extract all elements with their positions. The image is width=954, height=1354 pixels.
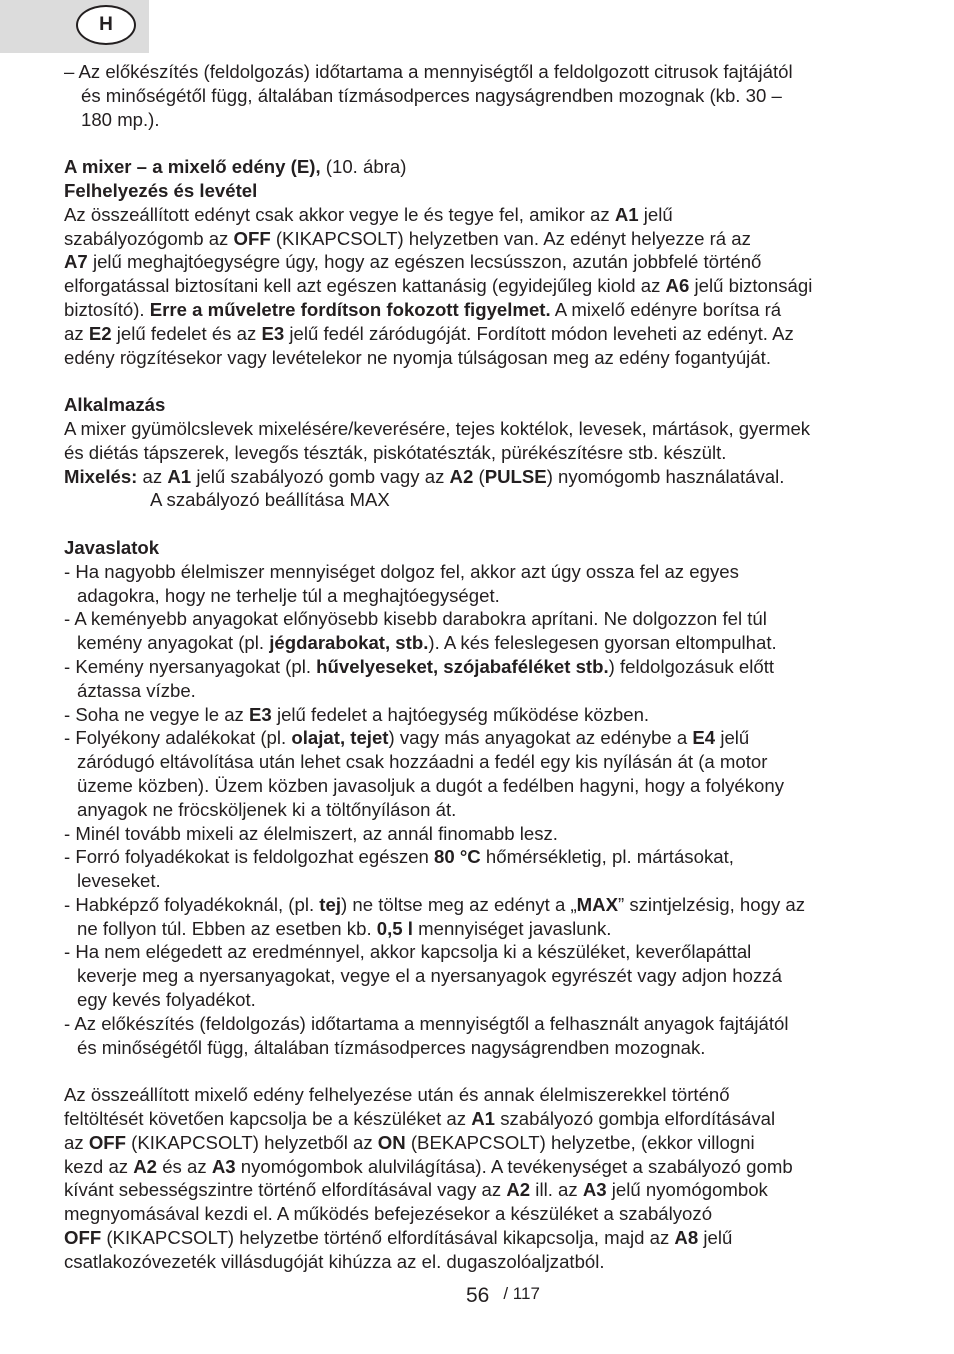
bold-text: E4 xyxy=(692,727,716,749)
section-heading: A mixer – a mixelő edény (E), xyxy=(64,156,321,178)
tip-item xyxy=(64,607,894,655)
text-line xyxy=(64,298,894,322)
text-line xyxy=(64,274,894,298)
text-segment: kemény anyagokat (pl. xyxy=(77,632,270,654)
section-title-tips: Javaslatok xyxy=(64,536,160,558)
tip-item xyxy=(64,1012,894,1060)
text-line xyxy=(64,655,894,679)
text-line xyxy=(64,940,894,964)
text-segment: és diétás tápszerek, levegős tészták, piskótatészták, pürékészítésre stb. készült. xyxy=(64,441,727,463)
text-segment: - Soha ne vegye le az xyxy=(64,703,250,725)
text-segment: (BEKAPCSOLT) helyzetbe, (ekkor villogni xyxy=(405,1131,755,1153)
tip-item xyxy=(64,703,894,727)
text-segment: és az xyxy=(157,1155,212,1177)
language-badge: H xyxy=(76,5,136,45)
text-segment: - Ha nem elégedett az eredménnyel, akkor kapcsolja ki a készüléket, keverőlapáttal xyxy=(64,941,752,963)
text-segment: áztassa vízbe. xyxy=(77,679,196,701)
text-segment: hőmérsékletig, pl. mártásokat, xyxy=(480,846,734,868)
tip-item xyxy=(64,845,894,893)
text-line xyxy=(64,1202,894,1226)
text-segment: - Kemény nyersanyagokat (pl. xyxy=(64,655,317,677)
text-line xyxy=(64,1250,894,1274)
text-segment: jelű meghajtóegységre úgy, hogy az egészen lecsússzon, azután jobbfelé történő xyxy=(87,251,762,273)
text-segment: - Ha nagyobb élelmiszer mennyiséget dolgoz fel, akkor azt úgy ossza fel az egyes xyxy=(64,560,739,582)
bold-text: 0,5 l xyxy=(376,917,413,939)
text-segment: A mixer gyümölcslevek mixelésére/keverésére, tejes koktélok, levesek, mártások, gyermek xyxy=(64,417,811,439)
text-segment: mennyiséget javaslunk. xyxy=(412,917,612,939)
text-line xyxy=(64,631,894,655)
tip-item xyxy=(64,822,894,846)
bold-text: tej xyxy=(319,893,341,915)
text-segment: elforgatással biztosítani kell azt egészen kattanásig (egyidejűleg kiold az xyxy=(64,275,666,297)
text-line xyxy=(64,703,894,727)
tip-item xyxy=(64,560,894,608)
text-line xyxy=(64,1155,894,1179)
text-segment: - Folyékony adalékokat (pl. xyxy=(64,727,292,749)
text-line xyxy=(64,1107,894,1131)
text-segment: megnyomásával kezdi el. A működés befejezésekor a készüléket a szabályozó xyxy=(64,1203,713,1225)
text-line xyxy=(64,584,894,608)
text-segment: biztosító). xyxy=(64,298,150,320)
bold-text: jégdarabokat, stb. xyxy=(269,632,429,654)
text-segment: jelű fedelet a hajtóegység működése közben. xyxy=(271,703,650,725)
text-line xyxy=(64,845,894,869)
page-content xyxy=(64,60,894,1274)
bold-text: E2 xyxy=(88,322,112,344)
bold-text: A1 xyxy=(614,203,639,225)
bold-text: A1 xyxy=(167,465,192,487)
bold-text: 80 °C xyxy=(434,846,481,868)
text-segment: ” szintjelzésig, hogy az xyxy=(617,893,806,915)
mixer-paragraph xyxy=(64,203,894,370)
text-segment: (KIKAPCSOLT) helyzetből az xyxy=(126,1131,378,1153)
text-segment: - Forró folyadékokat is feldolgozhat egészen xyxy=(64,846,435,868)
tips-list xyxy=(64,560,894,1060)
text-line: – Az előkészítés (feldolgozás) időtartama a mennyiségtől a feldolgozott citrusok fajtájától xyxy=(64,61,793,82)
bold-text: A8 xyxy=(674,1227,699,1249)
text-segment: ( xyxy=(473,465,485,487)
text-line xyxy=(64,964,894,988)
bold-text: PULSE xyxy=(484,465,547,487)
text-segment: záródugó eltávolítása után lehet csak hozzáadni a fedél egy kis nyílásán át (a motor xyxy=(77,751,768,773)
text-segment: feltöltését követően kapcsolja be a készüléket az xyxy=(64,1108,472,1130)
text-segment: jelű szabályozó gomb vagy az xyxy=(191,465,450,487)
text-segment: szabályozó gombja elfordításával xyxy=(495,1108,776,1130)
intro-paragraph xyxy=(64,60,894,131)
text-line xyxy=(64,417,894,441)
tip-item xyxy=(64,726,894,821)
text-segment: kezd az xyxy=(64,1155,134,1177)
text-line xyxy=(64,203,894,227)
text-line xyxy=(64,250,894,274)
text-line xyxy=(64,917,894,941)
text-segment: leveseket. xyxy=(77,870,161,892)
text-segment: üzeme közben). Üzem közben javasoljuk a dugót a fedélben hagyni, hogy a folyékony xyxy=(77,774,784,796)
text-segment: anyagok ne fröcsköljenek ki a töltőnyíláson át. xyxy=(77,798,457,820)
text-segment: jelű xyxy=(698,1227,733,1249)
text-segment: - Az előkészítés (feldolgozás) időtartama a mennyiségtől a felhasznált anyagok fajtájától xyxy=(64,1012,789,1034)
bold-text: Mixelés: xyxy=(64,465,138,487)
tip-item xyxy=(64,893,894,941)
text-segment: csatlakozóvezeték villásdugóját kihúzza az el. dugaszolóaljzatból. xyxy=(64,1250,605,1272)
text-line xyxy=(64,869,894,893)
setting-note: A szabályozó beállítása MAX xyxy=(150,489,390,511)
text-line xyxy=(64,227,894,251)
text-line xyxy=(64,1131,894,1155)
text-segment: jelű xyxy=(638,203,673,225)
tip-item xyxy=(64,655,894,703)
final-paragraph xyxy=(64,1083,894,1273)
bold-text: A2 xyxy=(506,1179,531,1201)
text-segment: nyomógombok alulvilágítása). A tevékenységet a szabályozó gomb xyxy=(235,1155,793,1177)
page-number xyxy=(466,1284,540,1309)
text-line xyxy=(64,346,894,370)
bold-text: ON xyxy=(377,1131,406,1153)
usage-paragraph xyxy=(64,417,894,488)
text-line xyxy=(64,1012,894,1036)
text-line xyxy=(64,726,894,750)
text-segment: - Habképző folyadékoknál, (pl. xyxy=(64,893,320,915)
current-page: 56 xyxy=(466,1284,490,1307)
section-title-usage: Alkalmazás xyxy=(64,394,166,416)
bold-text: A7 xyxy=(64,251,88,273)
text-line xyxy=(64,560,894,584)
text-segment: keverje meg a nyersanyagokat, vegye el a nyersanyagok egyrészét vagy adjon hozzá xyxy=(77,965,782,987)
text-line xyxy=(64,822,894,846)
text-line xyxy=(64,1226,894,1250)
text-segment: (KIKAPCSOLT) helyzetben van. Az edényt helyezze rá az xyxy=(270,227,751,249)
text-line: és minőségétől függ, általában tízmásodperces nagyságrendben mozognak (kb. 30 – xyxy=(81,84,782,106)
text-segment: Az összeállított edényt csak akkor vegye le és tegye fel, amikor az xyxy=(64,203,615,225)
text-segment: szabályozógomb az xyxy=(64,227,234,249)
text-segment: edény rögzítésekor vagy levételekor ne nyomja túlságosan meg az edény fogantyúját. xyxy=(64,346,771,368)
bold-text: OFF xyxy=(88,1131,126,1153)
text-segment: - A keményebb anyagokat előnyösebb kisebb darabokra aprítani. Ne dolgozzon fel túl xyxy=(64,608,767,630)
bold-text: A6 xyxy=(665,275,690,297)
text-line xyxy=(64,1178,894,1202)
text-segment: jelű fedél záródugóját. Fordított módon leveheti az edényt. Az xyxy=(284,322,794,344)
total-pages: / 117 xyxy=(503,1284,540,1303)
figure-reference: (10. ábra) xyxy=(320,156,407,178)
bold-text: olajat, tejet xyxy=(291,727,389,749)
text-line xyxy=(64,750,894,774)
text-segment: ) feldolgozásuk előtt xyxy=(608,655,775,677)
bold-text: MAX xyxy=(576,893,618,915)
bold-text: A2 xyxy=(449,465,474,487)
text-segment: az xyxy=(137,465,168,487)
text-line xyxy=(64,1036,894,1060)
text-line xyxy=(64,607,894,631)
text-segment: ) nyomógomb használatával. xyxy=(546,465,785,487)
text-segment: jelű biztonsági xyxy=(689,275,813,297)
text-segment: ne follyon túl. Ebben az esetben kb. xyxy=(77,917,377,939)
text-segment: Az összeállított mixelő edény felhelyezése után és annak élelmiszerekkel történő xyxy=(64,1084,730,1106)
text-line: 180 mp.). xyxy=(81,108,160,130)
text-line xyxy=(64,774,894,798)
section-subtitle: Felhelyezés és levétel xyxy=(64,179,258,201)
bold-text: OFF xyxy=(233,227,271,249)
text-line xyxy=(64,988,894,1012)
text-segment: és minőségétől függ, általában tízmásodperces nagyságrendben mozognak. xyxy=(77,1036,706,1058)
text-segment: adagokra, hogy ne terhelje túl a meghajtóegységet. xyxy=(77,584,500,606)
text-segment: - Minél tovább mixeli az élelmiszert, az annál finomabb lesz. xyxy=(64,822,558,844)
text-segment: kívánt sebességszintre történő elfordításával vagy az xyxy=(64,1179,507,1201)
text-segment: jelű nyomógombok xyxy=(606,1179,768,1201)
bold-text: A3 xyxy=(211,1155,236,1177)
bold-text: A1 xyxy=(471,1108,496,1130)
text-segment: az xyxy=(64,322,89,344)
text-segment: ) vagy más anyagokat az edénybe a xyxy=(388,727,693,749)
text-segment: jelű xyxy=(715,727,750,749)
bold-text: A2 xyxy=(133,1155,158,1177)
language-tab xyxy=(0,0,149,53)
bold-text: E3 xyxy=(261,322,285,344)
text-segment: jelű fedelet és az xyxy=(111,322,262,344)
text-segment: (KIKAPCSOLT) helyzetbe történő elfordításával kikapcsolja, majd az xyxy=(101,1227,675,1249)
text-line xyxy=(64,465,894,489)
tip-item xyxy=(64,940,894,1011)
text-line xyxy=(64,322,894,346)
section-title-mixer xyxy=(64,155,894,179)
bold-text: Erre a műveletre fordítson fokozott figyelmet. xyxy=(149,298,551,320)
text-line xyxy=(64,441,894,465)
bold-text: hűvelyeseket, szójabaféléket stb. xyxy=(316,655,609,677)
text-line xyxy=(64,679,894,703)
text-line xyxy=(64,893,894,917)
text-line xyxy=(64,1083,894,1107)
bold-text: E3 xyxy=(249,703,272,725)
bold-text: A3 xyxy=(582,1179,607,1201)
bold-text: OFF xyxy=(64,1227,102,1249)
text-segment: ) ne töltse meg az edényt a „ xyxy=(341,893,577,915)
text-segment: az xyxy=(64,1131,89,1153)
text-line xyxy=(64,798,894,822)
text-segment: egy kevés folyadékot. xyxy=(77,989,256,1011)
text-segment: ill. az xyxy=(530,1179,583,1201)
text-segment: A mixelő edényre borítsa rá xyxy=(550,298,782,320)
text-segment: ). A kés feleslegesen gyorsan eltompulhat. xyxy=(428,632,777,654)
